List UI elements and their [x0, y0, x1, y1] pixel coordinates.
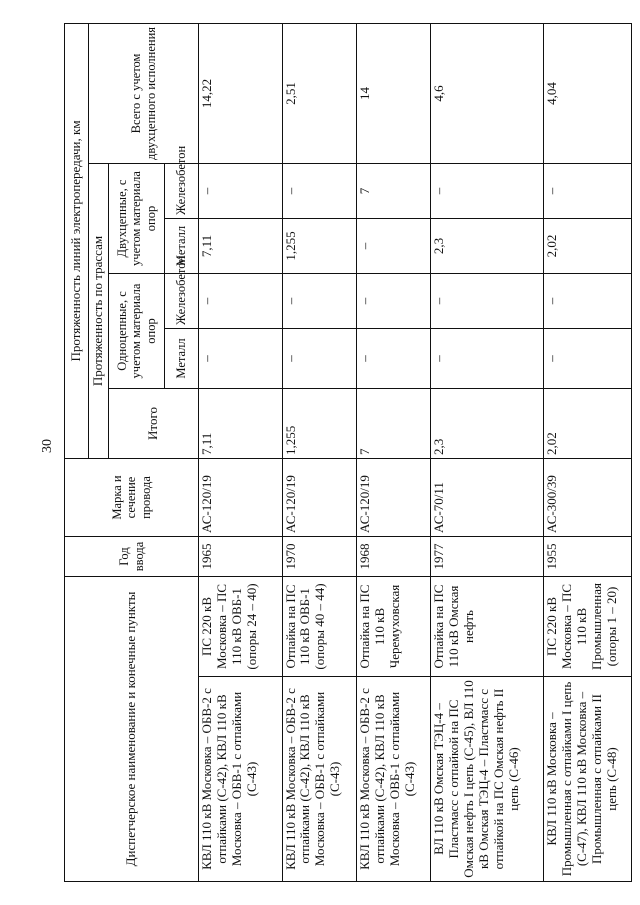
- line-name: КВЛ 110 кВ Московка – ОБВ-2 с отпайками (С-42), КВЛ 110 кВ Московка – ОБВ-1 с отпайками (С-43): [282, 677, 356, 882]
- double-metal-cell: 1,255: [282, 219, 356, 274]
- header-total-double: Всего с учетом двухцепного исполнения: [89, 23, 199, 163]
- year-cell: 1955: [544, 537, 632, 577]
- double-concrete-cell: –: [199, 164, 283, 219]
- table-row: [199, 23, 283, 881]
- single-metal-cell: –: [282, 329, 356, 389]
- double-metal-cell: 7,11: [199, 219, 283, 274]
- single-concrete-cell: –: [431, 274, 544, 329]
- year-cell: 1977: [431, 537, 544, 577]
- line-name: КВЛ 110 кВ Московка – Промышленная с отпайками I цепь (С-47), КВЛ 110 кВ Московка – Промышленная с отпайками II цепь (С-48): [544, 677, 632, 882]
- header-double-concrete: Железобетон: [165, 164, 199, 219]
- line-name: ВЛ 110 кВ Омская ТЭЦ-4 – Пластмасс с отпайкой на ПС Омская нефть I цепь (С-45), ВЛ 110 кВ Омская ТЭЦ-4 – Пластмасс с отпайкой на ПС Омская нефть II цепь (С-46): [431, 677, 544, 882]
- line-endpoint: Отпайка на ПС 110 кВ ОВБ-1 (опоры 40 – 44): [282, 577, 356, 677]
- double-metal-cell: –: [356, 219, 430, 274]
- year-cell: 1970: [282, 537, 356, 577]
- header-single-circuit: Одноцепные, с учетом материала опор: [109, 274, 165, 389]
- total-cell: 1,255: [282, 389, 356, 459]
- total-cell: 7,11: [199, 389, 283, 459]
- line-endpoint: Отпайка на ПС 110 кВ Черемуховская: [356, 577, 430, 677]
- year-cell: 1965: [199, 537, 283, 577]
- double-metal-cell: 2,3: [431, 219, 544, 274]
- page-number: 30: [40, 439, 55, 453]
- header-single-metal: Металл: [165, 329, 199, 389]
- double-concrete-cell: –: [282, 164, 356, 219]
- table-row: [431, 23, 544, 881]
- single-concrete-cell: –: [199, 274, 283, 329]
- table-row: [356, 23, 430, 881]
- total-double-cell: 4,6: [431, 23, 544, 163]
- double-metal-cell: 2,02: [544, 219, 632, 274]
- total-double-cell: 2,51: [282, 23, 356, 163]
- total-double-cell: 14,22: [199, 23, 283, 163]
- wire-cell: АС-300/39: [544, 459, 632, 537]
- line-name: КВЛ 110 кВ Московка – ОБВ-2 с отпайками (С-42), КВЛ 110 кВ Московка – ОВБ-1 с отпайками (С-43): [356, 677, 430, 882]
- single-metal-cell: –: [199, 329, 283, 389]
- total-cell: 2,02: [544, 389, 632, 459]
- header-year: Год ввода: [65, 537, 199, 577]
- double-concrete-cell: –: [431, 164, 544, 219]
- power-lines-table: [64, 23, 632, 882]
- table-stage: [64, 24, 632, 882]
- single-metal-cell: –: [356, 329, 430, 389]
- wire-cell: АС-120/19: [199, 459, 283, 537]
- wire-cell: АС-70/11: [431, 459, 544, 537]
- total-double-cell: 4,04: [544, 23, 632, 163]
- table-row: [544, 23, 632, 881]
- table-row: [282, 23, 356, 881]
- year-cell: 1968: [356, 537, 430, 577]
- header-by-route: Протяженность по трассам: [89, 164, 109, 459]
- double-concrete-cell: 7: [356, 164, 430, 219]
- single-metal-cell: –: [431, 329, 544, 389]
- header-single-concrete: Железобетон: [165, 274, 199, 329]
- double-concrete-cell: –: [544, 164, 632, 219]
- wire-cell: АС-120/19: [356, 459, 430, 537]
- total-double-cell: 14: [356, 23, 430, 163]
- rotated-table-wrapper: [64, 24, 632, 882]
- line-endpoint: ПС 220 кВ Московка – ПС 110 кВ Промышленная (опоры 1 – 20): [544, 577, 632, 677]
- header-double-circuit: Двухцепные, с учетом материала опор: [109, 164, 165, 274]
- header-wire: Марка и сечение провода: [65, 459, 199, 537]
- header-double-metal: Металл: [165, 219, 199, 274]
- line-endpoint: ПС 220 кВ Московка – ПС 110 кВ ОВБ-1 (опоры 24 – 40): [199, 577, 283, 677]
- wire-cell: АС-120/19: [282, 459, 356, 537]
- header-name: Диспетчерское наименование и конечные пункты: [65, 577, 199, 882]
- header-total: Итого: [109, 389, 199, 459]
- total-cell: 2,3: [431, 389, 544, 459]
- single-concrete-cell: –: [282, 274, 356, 329]
- single-concrete-cell: –: [544, 274, 632, 329]
- line-name: КВЛ 110 кВ Московка – ОБВ-2 с отпайками (С-42), КВЛ 110 кВ Московка – ОБВ-1 с отпайками (С-43): [199, 677, 283, 882]
- header-length-group: Протяженность линий электропередачи, км: [65, 23, 89, 458]
- single-concrete-cell: –: [356, 274, 430, 329]
- single-metal-cell: –: [544, 329, 632, 389]
- line-endpoint: Отпайка на ПС 110 кВ Омская нефть: [431, 577, 544, 677]
- total-cell: 7: [356, 389, 430, 459]
